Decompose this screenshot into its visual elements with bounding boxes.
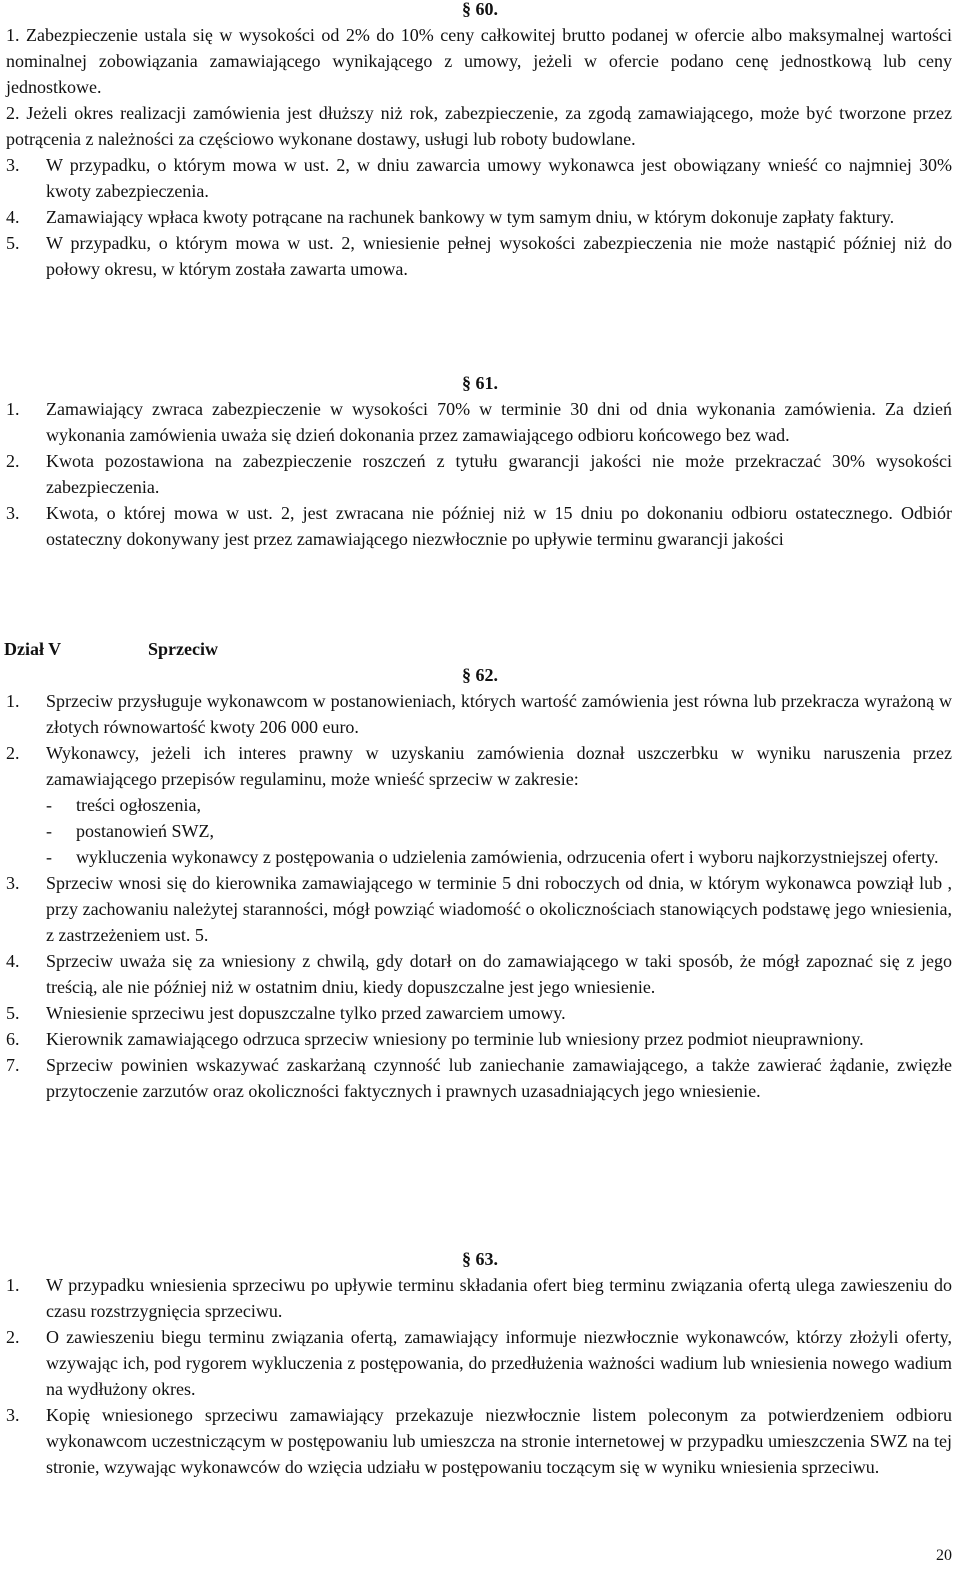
list-item (0, 1402, 960, 1480)
list-item (0, 1026, 960, 1052)
section-60 (0, 0, 960, 100)
item-text: W przypadku wniesienia sprzeciwu po upływie terminu składania ofert bieg terminu związania ofertą ulega zawieszeniu do czasu rozstrzygnięcia sprzeciwu. (46, 1275, 952, 1321)
section-63 (0, 1246, 960, 1480)
section-heading-61: § 61. (462, 373, 498, 393)
item-number: 5. (6, 1003, 20, 1023)
item-text: Zamawiający wpłaca kwoty potrącane na rachunek bankowy w tym samym dniu, w którym dokonuje zapłaty faktury. (46, 207, 895, 227)
item-number: 1. (6, 691, 20, 711)
section-62 (0, 662, 960, 1104)
list-item (0, 1052, 960, 1104)
section-heading-63: § 63. (462, 1249, 498, 1269)
division-heading (0, 636, 960, 662)
list-item (0, 1324, 960, 1402)
section-heading-62: § 62. (462, 665, 498, 685)
dash-list-item (0, 792, 960, 818)
item-text: Kierownik zamawiającego odrzuca sprzeciw wniesiony po terminie lub wniesiony przez podmiot nieuprawniony. (46, 1029, 864, 1049)
item-number: 1. (6, 399, 20, 419)
paragraph-60-1 (0, 22, 960, 100)
item-number: 2. (6, 1327, 20, 1347)
item-text: Kwota, o której mowa w ust. 2, jest zwracana nie później niż w 15 dniu po dokonaniu odbioru ostatecznego. Odbiór ostateczny dokonywany jest przez zamawiającego niezwłocznie po upływie terminu gwarancji jakości (46, 503, 952, 549)
dash-item-text: wykluczenia wykonawcy z postępowania o udzielenia zamówienia, odrzucenia ofert i wyboru najkorzystniejszej oferty. (76, 847, 939, 867)
list-item (0, 230, 960, 282)
division-title: Sprzeciw (148, 639, 218, 659)
item-text: Sprzeciw powinien wskazywać zaskarżaną czynność lub zaniechanie zamawiającego, a także zawierać żądanie, zwięzłe przytoczenie zarzutów oraz okoliczności faktycznych i prawnych uzasadniających jego wniesienie. (46, 1055, 952, 1101)
item-number: 3. (6, 1405, 20, 1425)
paragraph-text: Jeżeli okres realizacji zamówienia jest dłuższy niż rok, zabezpieczenie, za zgodą zamawiającego, może być tworzone przez potrącenia z należności za częściowo wykonane dostawy, usługi lub roboty budowlane. (6, 103, 952, 149)
item-number: 2. (6, 451, 20, 471)
division-label: Dział V (4, 639, 62, 659)
list-item (0, 870, 960, 948)
dash-item-text: treści ogłoszenia, (76, 795, 201, 815)
dash-list-item (0, 844, 960, 870)
item-number: 4. (6, 207, 20, 227)
dash-marker: - (46, 821, 52, 841)
section-heading-60: § 60. (462, 0, 498, 19)
list-item (0, 500, 960, 552)
list-item (0, 396, 960, 448)
item-text: W przypadku, o którym mowa w ust. 2, w dniu zawarcia umowy wykonawca jest obowiązany wnieść co najmniej 30% kwoty zabezpieczenia. (46, 155, 952, 201)
item-number: 5. (6, 233, 20, 253)
dash-list-item (0, 818, 960, 844)
item-text: Wykonawcy, jeżeli ich interes prawny w uzyskaniu zamówienia doznał uszczerbku w wyniku naruszenia przez zamawiającego przepisów regulaminu, może wnieść sprzeciw w zakresie: (46, 743, 952, 789)
item-text: O zawieszeniu biegu terminu związania ofertą, zamawiający informuje niezwłocznie wykonawców, którzy złożyli oferty, wzywając ich, pod rygorem wykluczenia z postępowania, do przedłużenia ważności wadium lub wniesienia nowego wadium na wydłużony okres. (46, 1327, 952, 1399)
list-item (0, 740, 960, 792)
paragraph-60-2-text (0, 100, 960, 152)
item-number: 4. (6, 951, 20, 971)
dash-item-text: postanowień SWZ, (76, 821, 214, 841)
list-item (0, 448, 960, 500)
paragraph-number: 1. (6, 25, 20, 45)
list-item (0, 948, 960, 1000)
paragraph-number: 2. (6, 103, 20, 123)
section-61 (0, 370, 960, 552)
section-60-p2 (0, 100, 960, 282)
item-number: 1. (6, 1275, 20, 1295)
item-number: 6. (6, 1029, 20, 1049)
item-number: 3. (6, 503, 20, 523)
item-number: 2. (6, 743, 20, 763)
list-item (0, 204, 960, 230)
item-text: Sprzeciw uważa się za wniesiony z chwilą, gdy dotarł on do zamawiającego w taki sposób, że mógł zapoznać się z jego treścią, ale nie później niż w ostatnim dniu, kiedy dopuszczalne jest jego wniesienie. (46, 951, 952, 997)
dash-marker: - (46, 847, 52, 867)
item-number: 3. (6, 873, 20, 893)
dash-marker: - (46, 795, 52, 815)
page-number: 20 (936, 1547, 952, 1564)
item-text: Wniesienie sprzeciwu jest dopuszczalne tylko przed zawarciem umowy. (46, 1003, 566, 1023)
item-text: Sprzeciw przysługuje wykonawcom w postanowieniach, których wartość zamówienia jest równa lub przekracza wyrażoną w złotych równowartość kwoty 206 000 euro. (46, 691, 952, 737)
item-text: Kopię wniesionego sprzeciwu zamawiający przekazuje niezwłocznie listem poleconym za potwierdzeniem odbioru wykonawcom uczestniczącym w postępowaniu lub umieszcza na stronie internetowej w przypadku umieszczenia SWZ na tej stronie, wzywając wykonawców do wzięcia udziału w postępowaniu toczącym się w wyniku wniesienia sprzeciwu. (46, 1405, 952, 1477)
list-item (0, 688, 960, 740)
list-item (0, 152, 960, 204)
paragraph-text: Zabezpieczenie ustala się w wysokości od 2% do 10% ceny całkowitej brutto podanej w ofercie albo maksymalnej wartości nominalnej zobowiązania zamawiającego wynikającego z umowy, jeżeli w ofercie podano cenę jednostkową lub ceny jednostkowe. (6, 25, 952, 97)
item-text: Zamawiający zwraca zabezpieczenie w wysokości 70% w terminie 30 dni od dnia wykonania zamówienia. Za dzień wykonania zamówienia uważa się dzień dokonania przez zamawiającego odbioru końcowego bez wad. (46, 399, 952, 445)
item-text: W przypadku, o którym mowa w ust. 2, wniesienie pełnej wysokości zabezpieczenia nie może nastąpić później niż do połowy okresu, w którym została zawarta umowa. (46, 233, 952, 279)
item-number: 7. (6, 1055, 20, 1075)
list-item (0, 1272, 960, 1324)
list-item (0, 1000, 960, 1026)
item-text: Sprzeciw wnosi się do kierownika zamawiającego w terminie 5 dni roboczych od dnia, w którym wykonawca powziął lub , przy zachowaniu należytej staranności, mógł powziąć wiadomość o okolicznościach stanowiących podstawę jego wniesienia, z zastrzeżeniem ust. 5. (46, 873, 952, 945)
item-number: 3. (6, 155, 20, 175)
item-text: Kwota pozostawiona na zabezpieczenie roszczeń z tytułu gwarancji jakości nie może przekraczać 30% wysokości zabezpieczenia. (46, 451, 952, 497)
